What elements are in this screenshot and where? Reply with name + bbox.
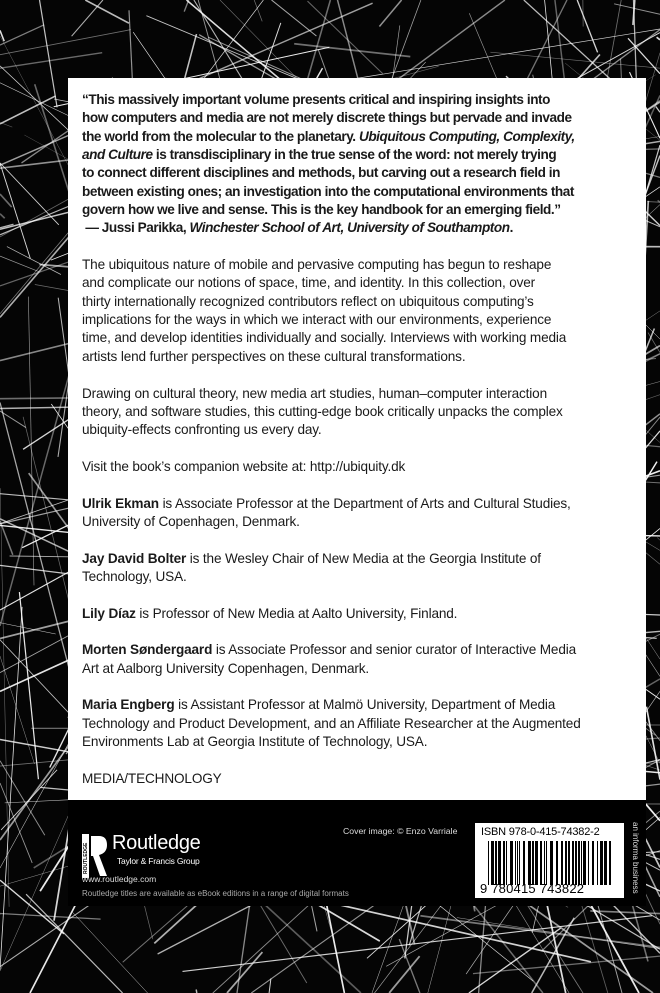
barcode-bar [597, 841, 598, 885]
background-line [0, 122, 12, 127]
author-name: Jay David Bolter [82, 550, 187, 566]
text-line: implications for the ways in which we interact with our environments, experience [82, 312, 552, 328]
quote-line: how computers and media are not merely discrete things but pervade and invade [82, 110, 572, 126]
barcode-bar [578, 841, 580, 885]
barcode-bar [488, 841, 489, 885]
barcode-bar [532, 841, 534, 885]
barcode-bar [491, 841, 494, 885]
barcode-bar [544, 841, 545, 885]
background-line [577, 0, 597, 52]
background-line [656, 107, 660, 113]
text-line: thirty internationally recognized contributors reflect on ubiquitous computing’s [82, 293, 534, 309]
background-line [0, 163, 30, 258]
barcode-bar [588, 841, 589, 885]
barcode-bar [535, 841, 538, 885]
text-line: theory, and software studies, this cutting-edge book critically unpacks the complex [82, 403, 563, 419]
barcode-bar [515, 841, 516, 885]
barcode-bar [600, 841, 603, 885]
background-line [72, 0, 103, 36]
barcode-bar [565, 841, 567, 885]
background-line [0, 901, 95, 967]
text-line: Drawing on cultural theory, new media art studies, human–computer interaction [82, 385, 547, 401]
barcode-bar [550, 841, 553, 885]
background-line [0, 197, 72, 237]
ebook-note: Routledge titles are available as eBook editions in a range of digital formats [82, 889, 349, 898]
background-line [0, 880, 64, 934]
background-line [0, 256, 39, 272]
text-line: artists lend further perspectives on these cultural transformations. [82, 348, 466, 364]
bio-diaz: Lily Díaz is Professor of New Media at Aalto University, Finland. [82, 605, 458, 621]
text-line: and complicate our notions of space, time, and identity. In this collection, over [82, 275, 536, 291]
barcode-bar [581, 841, 582, 885]
bio-sondergaard: Morten Søndergaard is Associate Professor and senior curator of Interactive Media Art at Aalborg University Copenhagen, Denmark. [82, 642, 577, 676]
background-line [0, 30, 131, 55]
website-text: Visit the book’s companion website at: http://ubiquity.dk [82, 458, 406, 474]
svg-text:ROUTLEDGE: ROUTLEDGE [83, 842, 89, 874]
website-paragraph [82, 458, 640, 476]
endorsement-quote [82, 91, 640, 238]
routledge-logo-icon [82, 834, 108, 878]
author-name: Ulrik Ekman [82, 495, 159, 511]
background-line [473, 956, 660, 974]
background-line [0, 783, 32, 863]
barcode-bar [503, 841, 505, 885]
barcode-bar [506, 841, 507, 885]
quote-attribution: — Jussi Parikka, Winchester School of Art, University of Southampton. [82, 220, 513, 236]
bio-engberg: Maria Engberg is Assistant Professor at Malmö University, Department of Media Technology and Product Development, and an Affiliate Researcher at the Augmented Environments Lab at Georgia Institute of Technology, USA. [82, 697, 581, 750]
background-line [389, 956, 419, 993]
barcode-bar [572, 841, 574, 885]
barcode-bar [517, 841, 518, 885]
quote-line: to connect different disciplines and methods, but carving out a research field in [82, 165, 560, 181]
background-line [0, 25, 44, 45]
barcode-digits: 9 780415 743822 [480, 881, 585, 896]
quote-line: the world from the molecular to the planetary. Ubiquitous Computing, Complexity, [82, 128, 575, 144]
barcode-bar [510, 841, 513, 885]
barcode-bar [528, 841, 531, 885]
background-line [227, 952, 262, 993]
author-name: Lily Díaz [82, 605, 136, 621]
subject-category: MEDIA/TECHNOLOGY [82, 770, 222, 786]
informa-tagline: an informa business [631, 822, 640, 894]
background-line [196, 990, 197, 993]
barcode-bar [498, 841, 501, 885]
background-line [490, 52, 660, 68]
publisher-group: Taylor & Francis Group [117, 856, 200, 866]
background-line [0, 163, 59, 225]
barcode-bar [575, 841, 577, 885]
quote-line: govern how we live and sense. This is the key handbook for an emerging field.” [82, 202, 561, 218]
bio-ekman: Ulrik Ekman is Associate Professor at the Department of Arts and Cultural Studies, University of Copenhagen, Denmark. [82, 495, 571, 529]
barcode-bar [556, 841, 558, 885]
description-paragraph [82, 256, 640, 366]
background-line [19, 592, 38, 779]
isbn-text: ISBN 978-0-415-74382-2 [481, 826, 600, 838]
text-line: time, and develop identities individually and socially. Interviews with working media [82, 330, 567, 346]
description-paragraph [82, 385, 640, 440]
background-line [646, 707, 660, 780]
background-line [308, 1, 383, 74]
background-line [0, 214, 5, 219]
text-line: ubiquity-effects confronting us every day. [82, 422, 322, 438]
background-line [0, 229, 76, 317]
background-line [0, 656, 35, 764]
barcode-bar [546, 841, 547, 885]
background-line [657, 37, 660, 40]
quote-line: and Culture is transdisciplinary in the true sense of the word: not merely trying [82, 147, 557, 163]
barcode-bar [583, 841, 586, 885]
barcode-bar [561, 841, 563, 885]
author-name: Maria Engberg [82, 697, 175, 713]
barcode-bars [488, 841, 616, 885]
background-line [237, 905, 250, 993]
publisher-url[interactable]: www.routledge.com [82, 874, 157, 884]
author-name: Morten Søndergaard [82, 642, 213, 658]
barcode-bar [540, 841, 542, 885]
bio-bolter: Jay David Bolter is the Wesley Chair of New Media at the Georgia Institute of Technology, USA. [82, 550, 541, 584]
quote-line: between existing ones; an investigation into the computational environments that [82, 183, 574, 199]
barcode-bar [495, 841, 497, 885]
background-line [379, 0, 401, 27]
background-line [628, 38, 660, 73]
barcode-bar [592, 841, 594, 885]
cover-credit: Cover image: © Enzo Varriale [343, 826, 458, 836]
background-line [85, 0, 129, 23]
text-line: The ubiquitous nature of mobile and pervasive computing has begun to reshape [82, 257, 552, 273]
barcode-bar [568, 841, 570, 885]
barcode-bar [604, 841, 607, 885]
text-panel [68, 78, 646, 800]
isbn-barcode [475, 823, 624, 898]
quote-line: “This massively important volume presents critical and inspiring insights into [82, 92, 550, 107]
background-line [0, 53, 102, 68]
background-line [26, 894, 123, 993]
barcode-bar [523, 841, 525, 885]
publisher-name: Routledge [112, 832, 201, 854]
barcode-bar [609, 841, 611, 885]
background-line [40, 0, 58, 107]
background-line [614, 4, 660, 15]
barcode-bar [519, 841, 520, 885]
publisher-footer [68, 800, 646, 906]
